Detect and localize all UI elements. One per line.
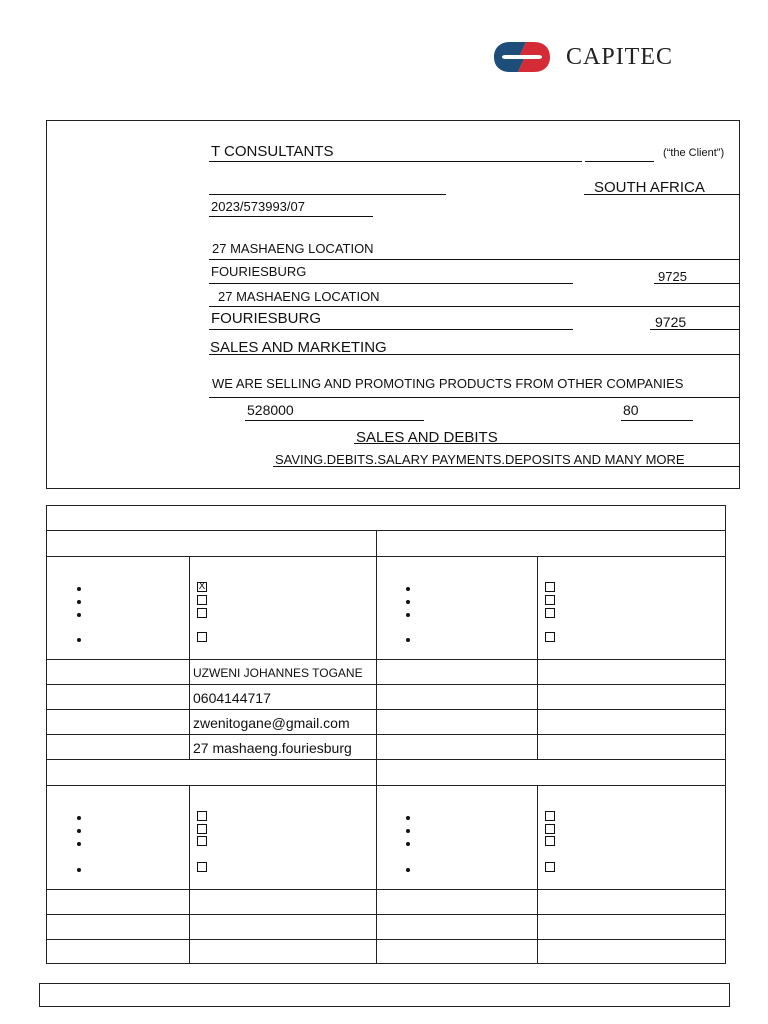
capitec-logo-mark-icon: [490, 40, 554, 74]
checkbox[interactable]: [545, 632, 555, 642]
bullet: [406, 587, 410, 591]
checkbox[interactable]: [197, 836, 207, 846]
bullet: [406, 816, 410, 820]
bullet: [77, 638, 81, 642]
checkbox[interactable]: [197, 608, 207, 618]
bullet: [77, 829, 81, 833]
blank-field-underline: [209, 194, 446, 195]
checkbox[interactable]: [545, 811, 555, 821]
amount-secondary-value: 80: [623, 402, 639, 418]
registration-underline: [209, 216, 373, 217]
table-rule: [46, 684, 726, 685]
contact-phone: 0604144717: [193, 690, 271, 706]
postal-postal-underline: [650, 329, 740, 330]
amount-secondary-underline: [621, 420, 693, 421]
physical-postal-underline: [654, 283, 740, 284]
business-description-underline: [209, 397, 740, 398]
table-rule: [46, 759, 726, 760]
account-purpose-underline: [354, 443, 740, 444]
country-value: SOUTH AFRICA: [594, 179, 705, 196]
bullet: [406, 613, 410, 617]
physical-address-line2: FOURIESBURG: [211, 264, 307, 279]
physical-postal-code: 9725: [658, 269, 687, 284]
physical-address-line1-underline: [209, 259, 740, 260]
industry-underline: [209, 354, 740, 355]
bullet: [77, 842, 81, 846]
table-rule: [46, 556, 726, 557]
registration-number: 2023/573993/07: [211, 199, 305, 214]
checkbox[interactable]: [197, 862, 207, 872]
bullet: [77, 600, 81, 604]
country-underline: [584, 194, 740, 195]
postal-postal-code: 9725: [655, 314, 687, 330]
bullet: [406, 868, 410, 872]
bullet: [77, 613, 81, 617]
table-rule: [46, 939, 726, 940]
postal-address-line2: FOURIESBURG: [211, 310, 322, 327]
contact-email: zwenitogane@gmail.com: [193, 715, 350, 731]
capitec-logo: [490, 40, 710, 74]
table-rule: [46, 785, 726, 786]
table-column-rule: [537, 556, 538, 759]
bullet: [77, 816, 81, 820]
bullet: [406, 600, 410, 604]
transaction-types: SAVING.DEBITS.SALARY PAYMENTS.DEPOSITS AND MANY MORE: [275, 452, 685, 467]
amount-underline: [245, 420, 424, 421]
bullet: [406, 638, 410, 642]
checkbox[interactable]: [197, 824, 207, 834]
postal-address-line1-underline: [209, 306, 740, 307]
bullet: [406, 842, 410, 846]
table-column-rule: [189, 785, 190, 964]
checkbox-checked[interactable]: X: [198, 581, 206, 592]
bullet: [77, 868, 81, 872]
checkbox[interactable]: [545, 608, 555, 618]
physical-address-line2-underline: [209, 283, 573, 284]
contact-name: UZWENI JOHANNES TOGANE: [193, 666, 363, 680]
industry-value: SALES AND MARKETING: [210, 339, 387, 356]
table-rule: [46, 889, 726, 890]
postal-address-line2-underline: [209, 329, 573, 330]
table-rule: [46, 530, 726, 531]
table-column-rule: [376, 530, 377, 964]
checkbox[interactable]: [545, 582, 555, 592]
bullet: [77, 587, 81, 591]
account-purpose: SALES AND DEBITS: [356, 429, 498, 446]
footer-box: [39, 983, 730, 1007]
checkbox[interactable]: [545, 595, 555, 605]
checkbox[interactable]: [197, 632, 207, 642]
amount-value: 528000: [247, 402, 294, 418]
checkbox[interactable]: [197, 811, 207, 821]
client-tag: (“the Client”): [663, 147, 725, 159]
transaction-types-underline: [273, 466, 740, 467]
client-tag-underline: [585, 161, 654, 162]
capitec-wordmark: CAPITEC: [566, 44, 674, 70]
checkbox[interactable]: [545, 836, 555, 846]
table-rule: [46, 659, 726, 660]
table-column-rule: [537, 785, 538, 964]
table-rule: [46, 914, 726, 915]
contact-address: 27 mashaeng.fouriesburg: [193, 740, 352, 756]
checkbox[interactable]: [545, 824, 555, 834]
table-rule: [46, 734, 726, 735]
checkbox[interactable]: [197, 595, 207, 605]
checkbox[interactable]: [545, 862, 555, 872]
physical-address-line1: 27 MASHAENG LOCATION: [212, 241, 374, 256]
table-rule: [46, 709, 726, 710]
postal-address-line1: 27 MASHAENG LOCATION: [218, 289, 380, 304]
client-name: T CONSULTANTS: [211, 143, 334, 160]
business-description: WE ARE SELLING AND PROMOTING PRODUCTS FROM OTHER COMPANIES: [212, 376, 684, 391]
table-column-rule: [189, 556, 190, 759]
bullet: [406, 829, 410, 833]
client-name-underline: [209, 161, 582, 162]
